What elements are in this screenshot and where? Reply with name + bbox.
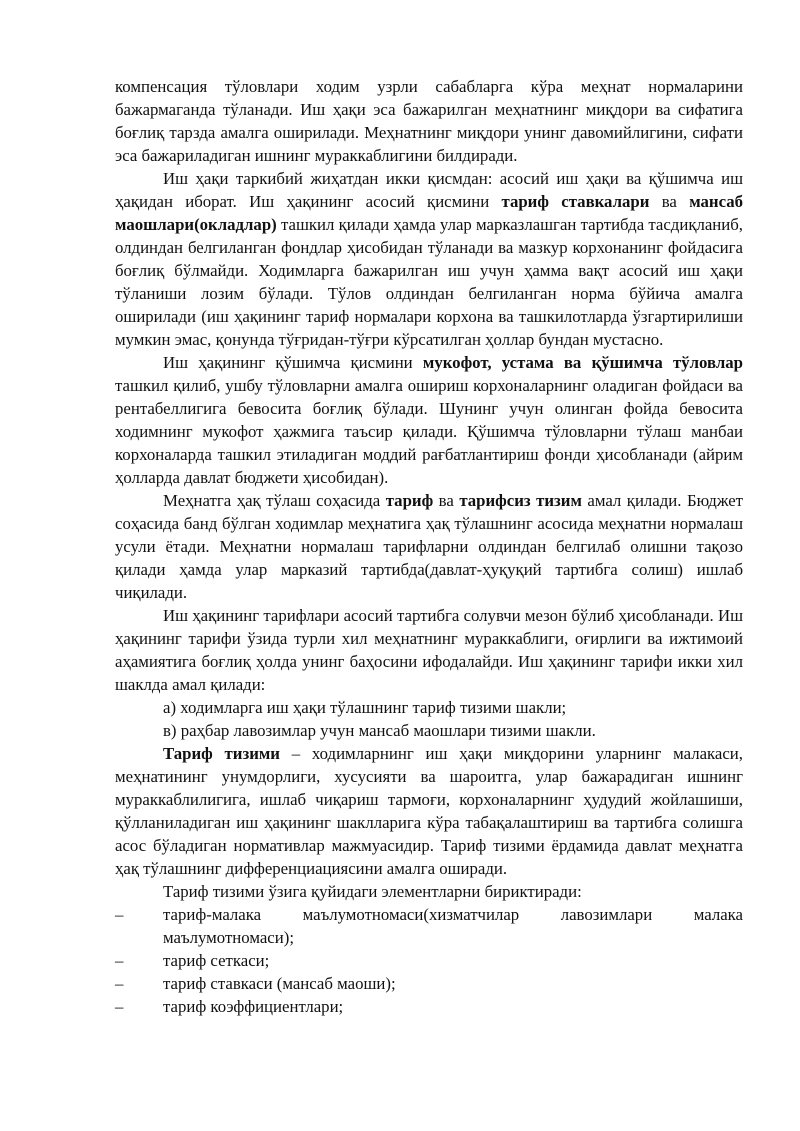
paragraph-4 [115, 489, 743, 604]
bold-term: мукофот, устама ва қўшимча тўловлар [422, 353, 743, 372]
bold-term: тариф [385, 491, 434, 510]
paragraph-5: Иш ҳақининг тарифлари асосий тартибга солувчи мезон бўлиб ҳисобланади. Иш ҳақининг тарифи ўзида турли хил меҳнатнинг мураккаблиги, оғирлиги ва ижтимоий аҳамиятига боғлиқ ҳолда унинг баҳосини ифодалайди. Иш ҳақининг тарифи икки хил шаклда амал қилади: [115, 606, 743, 694]
dash-list-text: тариф сеткаси; [163, 951, 270, 970]
dash-list-text: тариф-малака маълумотномаси(хизматчилар лавозимлари малака маълумотномаси); [163, 905, 743, 947]
dash-bullet: – [115, 997, 124, 1016]
paragraph-7: Тариф тизими ўзига қуйидаги элементларни бириктиради: [163, 882, 582, 901]
dash-list-text: тариф ставкаси (мансаб маоши); [163, 974, 396, 993]
text-run: Меҳнатга ҳақ тўлаш соҳасида [163, 491, 386, 510]
text-run: ва [649, 192, 690, 211]
document-body [115, 75, 743, 1018]
bold-term: мансаб маошлари(окладлар) [115, 192, 743, 234]
bold-term: тарифсиз тизим [459, 491, 582, 510]
dash-list-text: тариф коэффициентлари; [163, 997, 344, 1016]
paragraph-6 [115, 742, 743, 880]
text-run: Иш ҳақининг қўшимча қисмини [163, 353, 423, 372]
list-item-a: а) ходимларга иш ҳақи тўлашнинг тариф тизими шакли; [163, 698, 567, 717]
bold-term: тариф ставкалари [501, 192, 650, 211]
dash-bullet: – [115, 974, 124, 993]
bold-term: Тариф тизими [163, 744, 280, 763]
dash-bullet: – [115, 951, 124, 970]
dash-list-item [115, 903, 743, 949]
text-run: амал қилади. Бюджет соҳасида банд бўлган ходимлар меҳнатига ҳақ тўлашнинг асосида меҳнатни нормалаш усули ётади. Меҳнатни нормалаш тарифларни олдиндан белгилаб олишни тақозо қилади ҳамда улар марказий тартибда(давлат-ҳуқуқий тартибга солиш) ишлаб чиқилади. [115, 491, 743, 602]
list-item-b: в) раҳбар лавозимлар учун мансаб маошлари тизими шакли. [163, 721, 596, 740]
text-run: ташкил қилади ҳамда улар марказлашган тартибда тасдиқланиб, олдиндан белгиланган фондлар ҳисобидан тўланади ва мазкур корхонанинг фойдасига боғлиқ бўлмайди. Ходимларга бажарилган иш учун ҳамма вақт асосий иш ҳақи тўланиши лозим бўлади. Тўлов олдиндан белгиланган норма бўйича амалга оширилади (иш ҳақининг тариф нормалари корхона ва ташкилотларда ўзгартирилиши мумкин эмас, қонунда тўғридан-тўғри кўрсатилган ҳоллар бундан мустасно. [115, 215, 743, 349]
paragraph-1: компенсация тўловлари ходим узрли сабабларга кўра меҳнат нормаларини бажармаганда тўланади. Иш ҳақи эса бажарилган меҳнатнинг миқдори ва сифатига боғлиқ тарзда амалга оширилади. Меҳнатнинг миқдори унинг давомийлигини, сифати эса бажариладиган ишнинг мураккаблигини билдиради. [115, 77, 743, 165]
paragraph-2 [115, 167, 743, 351]
dash-list-item [115, 972, 743, 995]
text-run: Иш ҳақи таркибий жиҳатдан икки қисмдан: асосий иш ҳақи ва қўшимча иш ҳақидан иборат. Иш ҳақининг асосий қисмини [115, 169, 743, 211]
text-run: ташкил қилиб, ушбу тўловларни амалга ошириш корхоналарнинг оладиган фойдаси ва рентабеллигига бевосита боғлиқ бўлади. Шунинг учун олинган фойда бевосита ходимнинг мукофот ҳажмига таъсир қилади. Қўшимча тўловларни тўлаш манбаи корхоналарда ташкил этиладиган моддий рағбатлантириш фонди ҳисобланади (айрим ҳолларда давлат бюджети ҳисобидан). [115, 376, 743, 487]
dash-list-item [115, 995, 743, 1018]
dash-list-item [115, 949, 743, 972]
text-run: – ходимларнинг иш ҳақи миқдорини уларнинг малакаси, меҳнатининг унумдорлиги, хусусияти ва шароитга, улар бажарадиган ишнинг мураккаблилигига, ишлаб чиқариш тармоғи, корхоналарнинг ҳудудий жойлашиши, қўлланиладиган иш ҳақининг шаклларига кўра табақалаштириш ва тартибга солишга асос бўладиган нормативлар мажмуасидир. Тариф тизими ёрдамида давлат меҳнатга ҳақ тўлашнинг дифференциациясини амалга оширади. [115, 744, 743, 878]
dash-bullet: – [115, 905, 124, 924]
text-run: ва [433, 491, 460, 510]
paragraph-3 [115, 351, 743, 489]
